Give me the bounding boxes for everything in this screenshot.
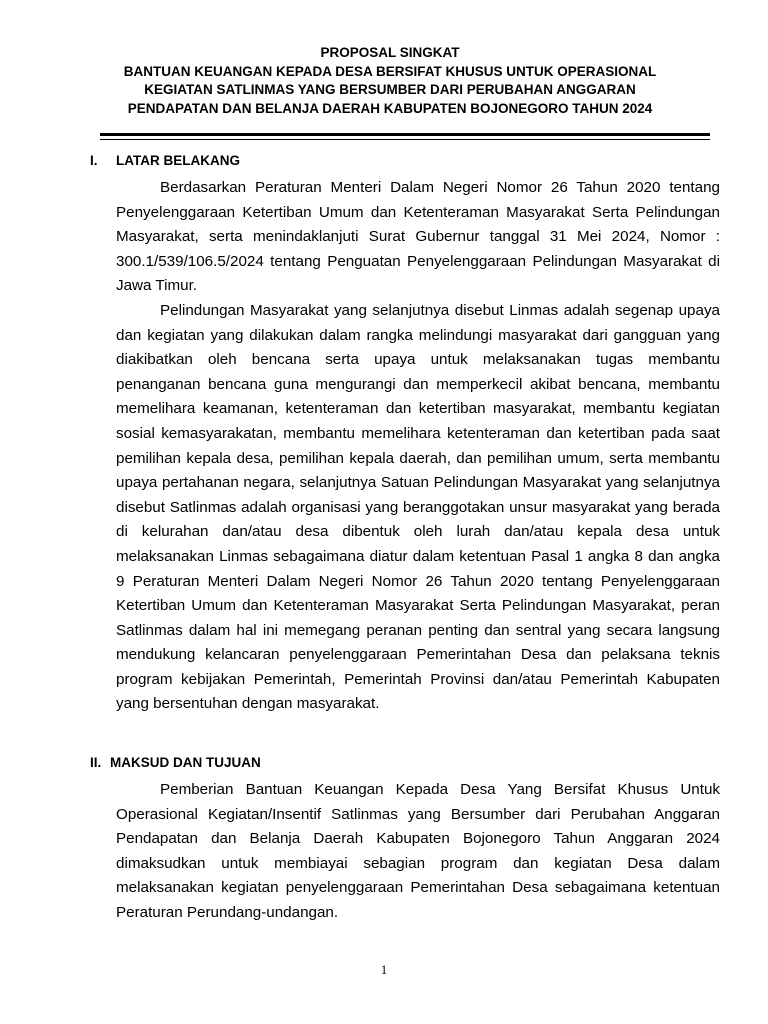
title-line-1: PROPOSAL SINGKAT [320,45,460,60]
paragraph: Pelindungan Masyarakat yang selanjutnya disebut Linmas adalah segenap upaya dan kegiatan yang dilakukan dalam rangka melindungi masyarakat dari gangguan yang diakibatkan oleh bencana serta upaya untuk melaksanakan tugas membantu penanganan bencana guna mengurangi dan memperkecil akibat bencana, membantu memelihara keamanan, ketenteraman dan ketertiban masyarakat, membantu kegiatan sosial kemasyarakatan, membantu memelihara ketenteraman dan ketertiban pada saat pemilihan kepala desa, pemilihan kepala daerah, dan pemilihan umum, serta membantu upaya pertahanan negara, selanjutnya Satuan Pelindungan Masyarakat yang selanjutnya disebut Satlinmas adalah organisasi yang beranggotakan unsur masyarakat yang berada di kelurahan dan/atau desa dibentuk oleh lurah dan/atau kepala desa untuk melaksanakan Linmas sebagaimana diatur dalam ketentuan Pasal 1 angka 8 dan angka 9 Peraturan Menteri Dalam Negeri Nomor 26 Tahun 2020 tentang Penyelenggaraan Ketertiban Umum dan Ketenteraman Masyarakat Serta Pelindungan Masyarakat, peran Satlinmas dalam hal ini memegang peranan penting dan sentral yang secara langsung mendukung kelancaran penyelenggaraan Pemerintahan Desa dan pelaksana teknis program kebijakan Pemerintah, Pemerintah Provinsi dan/atau Pemerintah Kabupaten yang bersentuhan dengan masyarakat. [116,301,720,713]
section-body-latar-belakang [116,176,720,717]
title-line-3: KEGIATAN SATLINMAS YANG BERSUMBER DARI PERUBAHAN ANGGARAN [144,82,636,97]
section-body-maksud-dan-tujuan [116,778,720,926]
title-line-2: BANTUAN KEUANGAN KEPADA DESA BERSIFAT KHUSUS UNTUK OPERASIONAL [123,63,657,79]
header-divider-thick [100,133,710,136]
paragraph: Pemberian Bantuan Keuangan Kepada Desa Yang Bersifat Khusus Untuk Operasional Kegiatan/Insentif Satlinmas yang Bersumber dari Perubahan Anggaran Pendapatan dan Belanja Daerah Kabupaten Bojonegoro Tahun Anggaran 2024 dimaksudkan untuk membiayai sebagian program dan kegiatan Desa dalam melaksanakan kegiatan penyelenggaraan Pemerintahan Desa sebagaimana ketentuan Peraturan Perundang-undangan. [116,781,720,921]
page-number: 1 [380,962,388,977]
paragraph: Berdasarkan Peraturan Menteri Dalam Negeri Nomor 26 Tahun 2020 tentang Penyelenggaraan Ketertiban Umum dan Ketenteraman Masyarakat Serta Pelindungan Masyarakat, serta menindaklanjuti Surat Gubernur tanggal 31 Mei 2024, Nomor : 300.1/539/106.5/2024 tentang Penguatan Penyelenggaraan Pelindungan Masyarakat di Jawa Timur. [116,179,720,295]
section-title: LATAR BELAKANG [116,153,240,168]
section-number: II. [90,755,102,770]
section-heading-maksud-dan-tujuan [90,755,261,770]
section-title: MAKSUD DAN TUJUAN [110,755,261,770]
document-title [60,44,720,118]
header-divider-thin [100,139,710,140]
title-line-4: PENDAPATAN DAN BELANJA DAERAH KABUPATEN BOJONEGORO TAHUN 2024 [127,100,653,116]
section-heading-latar-belakang [90,153,240,168]
section-number: I. [90,153,98,168]
